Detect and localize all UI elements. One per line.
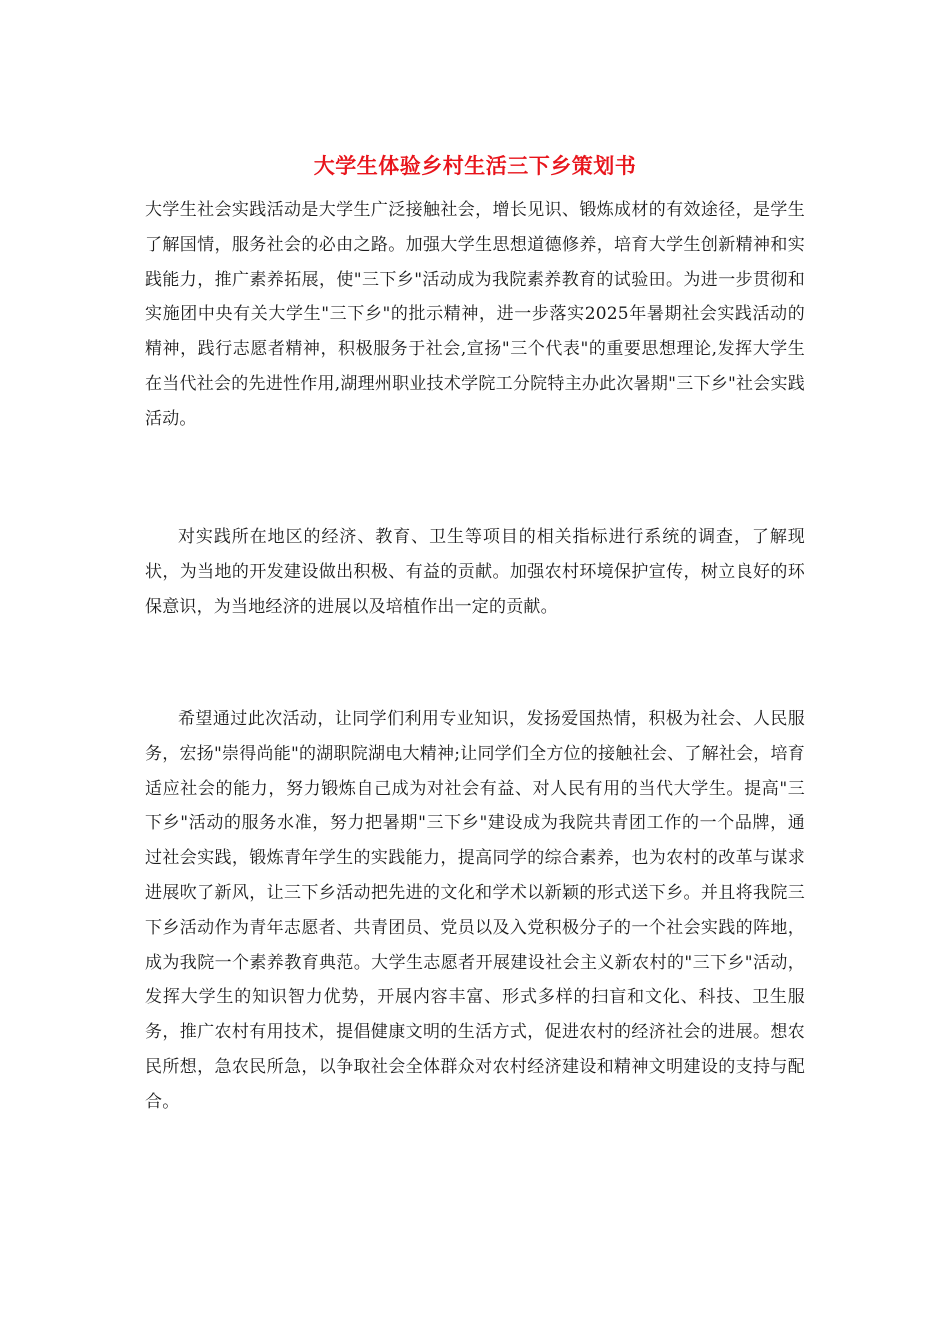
paragraph-introduction: 大学生社会实践活动是大学生广泛接触社会，增长见识、锻炼成材的有效途径，是学生了解国情，服务社会的必由之路。加强大学生思想道德修养，培育大学生创新精神和实践能力，推广素养拓展，使"三下乡"活动成为我院素养教育的试验田。为进一步贯彻和实施团中央有关大学生"三下乡"的批示精神，进一步落实2025年暑期社会实践活动的精神，践行志愿者精神，积极服务于社会,宣扬"三个代表"的重要思想理论,发挥大学生在当代社会的先进性作用,湖理州职业技术学院工分院特主办此次暑期"三下乡"社会实践活动。 xyxy=(145,200,805,429)
paragraph-expectations: 希望通过此次活动，让同学们利用专业知识，发扬爱国热情，积极为社会、人民服务，宏扬"崇得尚能"的湖职院湖电大精神;让同学们全方位的接触社会、了解社会，培育适应社会的能力，努力锻炼自己成为对社会有益、对人民有用的当代大学生。提高"三下乡"活动的服务水准，努力把暑期"三下乡"建设成为我院共青团工作的一个品牌，通过社会实践，锻炼青年学生的实践能力，提高同学的综合素养，也为农村的改革与谋求进展吹了新风，让三下乡活动把先进的文化和学术以新颖的形式送下乡。并且将我院三下乡活动作为青年志愿者、共青团员、党员以及入党积极分子的一个社会实践的阵地，成为我院一个素养教育典范。大学生志愿者开展建设社会主义新农村的"三下乡"活动，发挥大学生的知识智力优势，开展内容丰富、形式多样的扫盲和文化、科技、卫生服务，推广农村有用技术，提倡健康文明的生活方式，促进农村的经济社会的进展。想农民所想，急农民所急，以争取社会全体群众对农村经济建设和精神文明建设的支持与配合。 xyxy=(145,709,805,1112)
paragraph-objectives: 对实践所在地区的经济、教育、卫生等项目的相关指标进行系统的调查，了解现状，为当地的开发建设做出积极、有益的贡献。加强农村环境保护宣传，树立良好的环保意识，为当地经济的进展以及培植作出一定的贡献。 xyxy=(145,527,805,617)
document-title: 大学生体验乡村生活三下乡策划书 xyxy=(313,153,637,178)
